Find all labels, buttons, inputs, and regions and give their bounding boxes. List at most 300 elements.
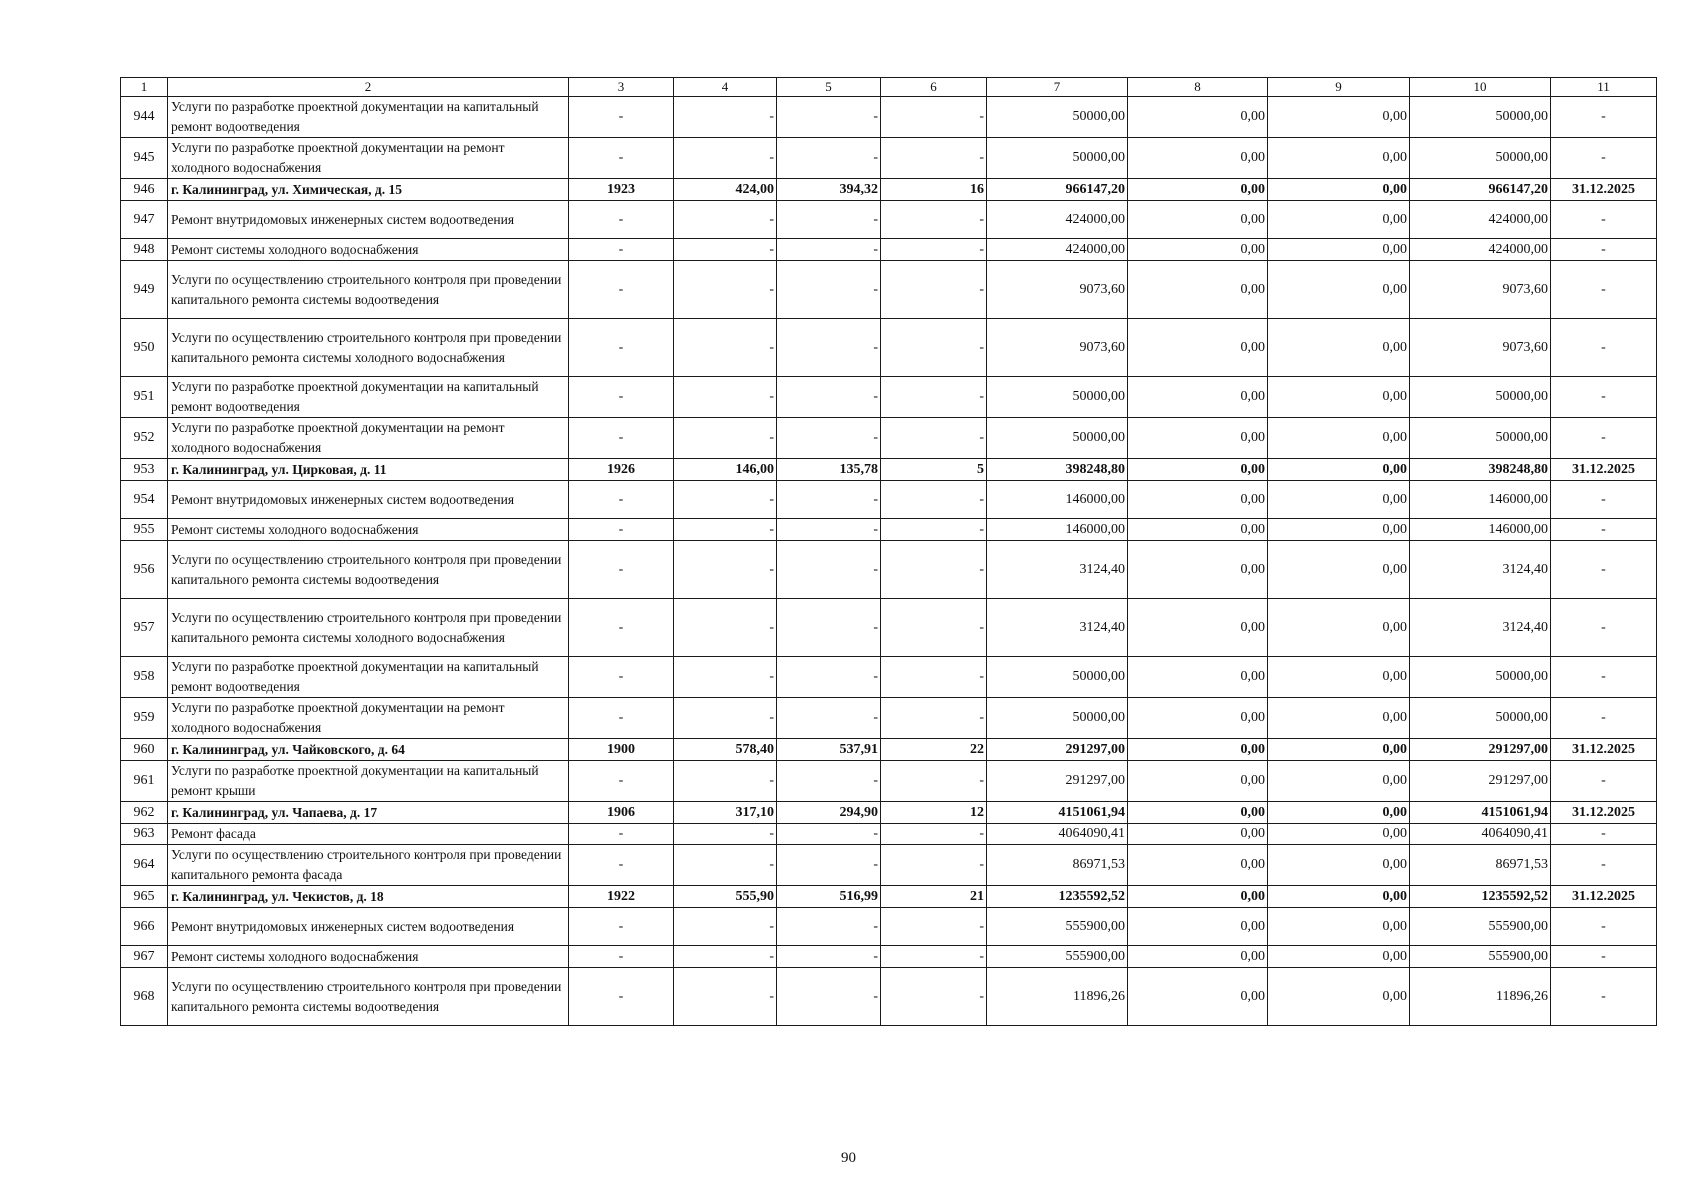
cost-col10-cell: 9073,60 <box>1410 261 1551 319</box>
residents-cell: - <box>881 908 987 946</box>
living-area-cell: - <box>777 97 881 138</box>
total-area-cell: - <box>674 319 777 377</box>
cost-col8-cell: 0,00 <box>1128 761 1268 802</box>
residents-cell: - <box>881 946 987 968</box>
living-area-cell: - <box>777 519 881 541</box>
total-area-cell: 317,10 <box>674 802 777 824</box>
living-area-cell: - <box>777 761 881 802</box>
cost-col9-cell: 0,00 <box>1268 968 1410 1026</box>
deadline-cell: 31.12.2025 <box>1551 739 1657 761</box>
living-area-cell: 394,32 <box>777 179 881 201</box>
cost-col9-cell: 0,00 <box>1268 946 1410 968</box>
cost-col10-cell: 50000,00 <box>1410 698 1551 739</box>
build-year-cell: - <box>569 968 674 1026</box>
living-area-cell: 135,78 <box>777 459 881 481</box>
row-number: 952 <box>121 418 168 459</box>
cost-col10-cell: 398248,80 <box>1410 459 1551 481</box>
total-cost-cell: 424000,00 <box>987 201 1128 239</box>
residents-cell: - <box>881 239 987 261</box>
cost-col8-cell: 0,00 <box>1128 599 1268 657</box>
residents-cell: - <box>881 319 987 377</box>
total-area-cell: 424,00 <box>674 179 777 201</box>
work-item-row <box>121 201 1657 239</box>
work-item-row <box>121 319 1657 377</box>
total-cost-cell: 11896,26 <box>987 968 1128 1026</box>
address-row <box>121 179 1657 201</box>
living-area-cell: - <box>777 201 881 239</box>
deadline-cell: 31.12.2025 <box>1551 459 1657 481</box>
residents-cell: - <box>881 698 987 739</box>
total-area-cell: - <box>674 377 777 418</box>
row-number: 950 <box>121 319 168 377</box>
deadline-cell: - <box>1551 761 1657 802</box>
cost-col10-cell: 11896,26 <box>1410 968 1551 1026</box>
cost-col10-cell: 1235592,52 <box>1410 886 1551 908</box>
row-number: 957 <box>121 599 168 657</box>
page-number: 90 <box>841 1150 856 1166</box>
deadline-cell: - <box>1551 138 1657 179</box>
cost-col8-cell: 0,00 <box>1128 261 1268 319</box>
column-header: 6 <box>881 78 987 97</box>
living-area-cell: - <box>777 239 881 261</box>
cost-col9-cell: 0,00 <box>1268 519 1410 541</box>
deadline-cell: - <box>1551 319 1657 377</box>
item-name: Услуги по разработке проектной документации на ремонт холодного водоснабжения <box>168 698 569 739</box>
cost-col10-cell: 291297,00 <box>1410 739 1551 761</box>
total-cost-cell: 555900,00 <box>987 946 1128 968</box>
work-item-row <box>121 138 1657 179</box>
build-year-cell: 1922 <box>569 886 674 908</box>
cost-col9-cell: 0,00 <box>1268 824 1410 845</box>
deadline-cell: 31.12.2025 <box>1551 179 1657 201</box>
cost-col10-cell: 4064090,41 <box>1410 824 1551 845</box>
item-name: г. Калининград, ул. Цирковая, д. 11 <box>168 459 569 481</box>
row-number: 944 <box>121 97 168 138</box>
total-area-cell: - <box>674 946 777 968</box>
total-cost-cell: 3124,40 <box>987 599 1128 657</box>
work-item-row <box>121 599 1657 657</box>
item-name: Ремонт системы холодного водоснабжения <box>168 946 569 968</box>
row-number: 948 <box>121 239 168 261</box>
cost-col8-cell: 0,00 <box>1128 739 1268 761</box>
residents-cell: - <box>881 824 987 845</box>
total-cost-cell: 966147,20 <box>987 179 1128 201</box>
total-area-cell: - <box>674 761 777 802</box>
column-header: 9 <box>1268 78 1410 97</box>
cost-col10-cell: 4151061,94 <box>1410 802 1551 824</box>
cost-col8-cell: 0,00 <box>1128 886 1268 908</box>
work-item-row <box>121 541 1657 599</box>
living-area-cell: - <box>777 377 881 418</box>
cost-col9-cell: 0,00 <box>1268 698 1410 739</box>
residents-cell: - <box>881 418 987 459</box>
total-cost-cell: 3124,40 <box>987 541 1128 599</box>
residents-cell: 16 <box>881 179 987 201</box>
living-area-cell: - <box>777 319 881 377</box>
item-name: Услуги по осуществлению строительного контроля при проведении капитального ремонта системы холодного водоснабжения <box>168 319 569 377</box>
residents-cell: - <box>881 599 987 657</box>
build-year-cell: - <box>569 541 674 599</box>
total-area-cell: - <box>674 239 777 261</box>
row-number: 963 <box>121 824 168 845</box>
row-number: 959 <box>121 698 168 739</box>
column-header: 8 <box>1128 78 1268 97</box>
item-name: Ремонт внутридомовых инженерных систем водоотведения <box>168 201 569 239</box>
deadline-cell: - <box>1551 377 1657 418</box>
cost-col9-cell: 0,00 <box>1268 319 1410 377</box>
work-item-row <box>121 97 1657 138</box>
cost-col9-cell: 0,00 <box>1268 886 1410 908</box>
build-year-cell: 1926 <box>569 459 674 481</box>
work-item-row <box>121 698 1657 739</box>
cost-col8-cell: 0,00 <box>1128 946 1268 968</box>
cost-col8-cell: 0,00 <box>1128 908 1268 946</box>
row-number: 966 <box>121 908 168 946</box>
cost-col9-cell: 0,00 <box>1268 739 1410 761</box>
column-header: 2 <box>168 78 569 97</box>
work-item-row <box>121 377 1657 418</box>
column-header: 5 <box>777 78 881 97</box>
work-item-row <box>121 968 1657 1026</box>
cost-col8-cell: 0,00 <box>1128 698 1268 739</box>
cost-col9-cell: 0,00 <box>1268 481 1410 519</box>
row-number: 946 <box>121 179 168 201</box>
total-cost-cell: 398248,80 <box>987 459 1128 481</box>
column-header: 1 <box>121 78 168 97</box>
living-area-cell: - <box>777 261 881 319</box>
item-name: Ремонт внутридомовых инженерных систем водоотведения <box>168 908 569 946</box>
build-year-cell: - <box>569 698 674 739</box>
residents-cell: - <box>881 481 987 519</box>
total-cost-cell: 4064090,41 <box>987 824 1128 845</box>
row-number: 953 <box>121 459 168 481</box>
row-number: 958 <box>121 657 168 698</box>
cost-col10-cell: 3124,40 <box>1410 599 1551 657</box>
living-area-cell: 294,90 <box>777 802 881 824</box>
cost-col8-cell: 0,00 <box>1128 519 1268 541</box>
cost-col9-cell: 0,00 <box>1268 845 1410 886</box>
residents-cell: - <box>881 261 987 319</box>
total-cost-cell: 50000,00 <box>987 97 1128 138</box>
residents-cell: - <box>881 519 987 541</box>
item-name: Ремонт системы холодного водоснабжения <box>168 239 569 261</box>
total-area-cell: - <box>674 845 777 886</box>
address-row <box>121 802 1657 824</box>
living-area-cell: - <box>777 698 881 739</box>
total-area-cell: - <box>674 97 777 138</box>
item-name: Ремонт системы холодного водоснабжения <box>168 519 569 541</box>
item-name: Услуги по осуществлению строительного контроля при проведении капитального ремонта системы холодного водоснабжения <box>168 599 569 657</box>
cost-col9-cell: 0,00 <box>1268 261 1410 319</box>
item-name: Ремонт внутридомовых инженерных систем водоотведения <box>168 481 569 519</box>
cost-col10-cell: 555900,00 <box>1410 908 1551 946</box>
cost-col9-cell: 0,00 <box>1268 179 1410 201</box>
residents-cell: - <box>881 138 987 179</box>
cost-col9-cell: 0,00 <box>1268 541 1410 599</box>
cost-col8-cell: 0,00 <box>1128 179 1268 201</box>
cost-col10-cell: 146000,00 <box>1410 481 1551 519</box>
cost-col10-cell: 86971,53 <box>1410 845 1551 886</box>
item-name: г. Калининград, ул. Чайковского, д. 64 <box>168 739 569 761</box>
build-year-cell: 1923 <box>569 179 674 201</box>
cost-col8-cell: 0,00 <box>1128 201 1268 239</box>
total-area-cell: - <box>674 908 777 946</box>
work-item-row <box>121 519 1657 541</box>
work-item-row <box>121 908 1657 946</box>
cost-col9-cell: 0,00 <box>1268 377 1410 418</box>
deadline-cell: - <box>1551 698 1657 739</box>
build-year-cell: - <box>569 946 674 968</box>
cost-col10-cell: 50000,00 <box>1410 138 1551 179</box>
item-name: Услуги по разработке проектной документации на капитальный ремонт водоотведения <box>168 657 569 698</box>
total-cost-cell: 146000,00 <box>987 519 1128 541</box>
total-area-cell: 555,90 <box>674 886 777 908</box>
cost-col8-cell: 0,00 <box>1128 377 1268 418</box>
cost-col8-cell: 0,00 <box>1128 319 1268 377</box>
total-cost-cell: 86971,53 <box>987 845 1128 886</box>
column-header: 7 <box>987 78 1128 97</box>
cost-col10-cell: 50000,00 <box>1410 377 1551 418</box>
item-name: Услуги по разработке проектной документации на капитальный ремонт водоотведения <box>168 377 569 418</box>
cost-col9-cell: 0,00 <box>1268 97 1410 138</box>
row-number: 960 <box>121 739 168 761</box>
total-cost-cell: 1235592,52 <box>987 886 1128 908</box>
row-number: 962 <box>121 802 168 824</box>
residents-cell: - <box>881 845 987 886</box>
build-year-cell: - <box>569 319 674 377</box>
build-year-cell: - <box>569 377 674 418</box>
row-number: 951 <box>121 377 168 418</box>
deadline-cell: - <box>1551 599 1657 657</box>
build-year-cell: - <box>569 261 674 319</box>
deadline-cell: - <box>1551 239 1657 261</box>
living-area-cell: 516,99 <box>777 886 881 908</box>
repair-program-table <box>120 77 1657 1026</box>
total-area-cell: - <box>674 481 777 519</box>
cost-col10-cell: 50000,00 <box>1410 657 1551 698</box>
cost-col8-cell: 0,00 <box>1128 657 1268 698</box>
build-year-cell: 1906 <box>569 802 674 824</box>
residents-cell: 22 <box>881 739 987 761</box>
deadline-cell: - <box>1551 418 1657 459</box>
total-cost-cell: 555900,00 <box>987 908 1128 946</box>
total-cost-cell: 9073,60 <box>987 261 1128 319</box>
cost-col10-cell: 424000,00 <box>1410 201 1551 239</box>
total-cost-cell: 291297,00 <box>987 761 1128 802</box>
work-item-row <box>121 761 1657 802</box>
living-area-cell: - <box>777 946 881 968</box>
residents-cell: 5 <box>881 459 987 481</box>
row-number: 947 <box>121 201 168 239</box>
total-area-cell: - <box>674 698 777 739</box>
row-number: 949 <box>121 261 168 319</box>
cost-col8-cell: 0,00 <box>1128 481 1268 519</box>
cost-col8-cell: 0,00 <box>1128 418 1268 459</box>
total-cost-cell: 291297,00 <box>987 739 1128 761</box>
cost-col9-cell: 0,00 <box>1268 418 1410 459</box>
deadline-cell: 31.12.2025 <box>1551 802 1657 824</box>
deadline-cell: - <box>1551 541 1657 599</box>
build-year-cell: - <box>569 845 674 886</box>
cost-col8-cell: 0,00 <box>1128 97 1268 138</box>
total-cost-cell: 50000,00 <box>987 698 1128 739</box>
item-name: Услуги по разработке проектной документации на капитальный ремонт крыши <box>168 761 569 802</box>
residents-cell: - <box>881 97 987 138</box>
total-cost-cell: 9073,60 <box>987 319 1128 377</box>
total-area-cell: 578,40 <box>674 739 777 761</box>
build-year-cell: - <box>569 239 674 261</box>
total-cost-cell: 4151061,94 <box>987 802 1128 824</box>
item-name: Ремонт фасада <box>168 824 569 845</box>
total-cost-cell: 424000,00 <box>987 239 1128 261</box>
cost-col10-cell: 291297,00 <box>1410 761 1551 802</box>
cost-col9-cell: 0,00 <box>1268 599 1410 657</box>
build-year-cell: - <box>569 519 674 541</box>
cost-col10-cell: 9073,60 <box>1410 319 1551 377</box>
cost-col10-cell: 50000,00 <box>1410 418 1551 459</box>
total-area-cell: - <box>674 541 777 599</box>
build-year-cell: - <box>569 201 674 239</box>
column-number-row <box>121 78 1657 97</box>
item-name: г. Калининград, ул. Чекистов, д. 18 <box>168 886 569 908</box>
residents-cell: 12 <box>881 802 987 824</box>
row-number: 945 <box>121 138 168 179</box>
total-area-cell: - <box>674 138 777 179</box>
work-item-row <box>121 845 1657 886</box>
item-name: г. Калининград, ул. Химическая, д. 15 <box>168 179 569 201</box>
cost-col9-cell: 0,00 <box>1268 657 1410 698</box>
row-number: 968 <box>121 968 168 1026</box>
total-area-cell: - <box>674 824 777 845</box>
work-item-row <box>121 239 1657 261</box>
work-item-row <box>121 261 1657 319</box>
column-header: 10 <box>1410 78 1551 97</box>
cost-col8-cell: 0,00 <box>1128 541 1268 599</box>
total-area-cell: - <box>674 418 777 459</box>
living-area-cell: - <box>777 541 881 599</box>
deadline-cell: - <box>1551 845 1657 886</box>
work-item-row <box>121 481 1657 519</box>
residents-cell: - <box>881 657 987 698</box>
cost-col8-cell: 0,00 <box>1128 845 1268 886</box>
address-row <box>121 459 1657 481</box>
cost-col9-cell: 0,00 <box>1268 761 1410 802</box>
total-area-cell: - <box>674 201 777 239</box>
row-number: 964 <box>121 845 168 886</box>
cost-col9-cell: 0,00 <box>1268 802 1410 824</box>
build-year-cell: - <box>569 599 674 657</box>
cost-col8-cell: 0,00 <box>1128 459 1268 481</box>
item-name: Услуги по осуществлению строительного контроля при проведении капитального ремонта системы водоотведения <box>168 541 569 599</box>
living-area-cell: - <box>777 481 881 519</box>
cost-col9-cell: 0,00 <box>1268 459 1410 481</box>
deadline-cell: - <box>1551 201 1657 239</box>
deadline-cell: - <box>1551 519 1657 541</box>
residents-cell: - <box>881 377 987 418</box>
item-name: Услуги по осуществлению строительного контроля при проведении капитального ремонта фасада <box>168 845 569 886</box>
build-year-cell: - <box>569 418 674 459</box>
deadline-cell: - <box>1551 657 1657 698</box>
cost-col8-cell: 0,00 <box>1128 824 1268 845</box>
address-row <box>121 739 1657 761</box>
item-name: Услуги по разработке проектной документации на ремонт холодного водоснабжения <box>168 138 569 179</box>
residents-cell: - <box>881 541 987 599</box>
cost-col9-cell: 0,00 <box>1268 239 1410 261</box>
living-area-cell: - <box>777 908 881 946</box>
item-name: Услуги по разработке проектной документации на капитальный ремонт водоотведения <box>168 97 569 138</box>
item-name: г. Калининград, ул. Чапаева, д. 17 <box>168 802 569 824</box>
total-area-cell: - <box>674 599 777 657</box>
item-name: Услуги по осуществлению строительного контроля при проведении капитального ремонта системы водоотведения <box>168 968 569 1026</box>
residents-cell: - <box>881 761 987 802</box>
row-number: 961 <box>121 761 168 802</box>
work-item-row <box>121 824 1657 845</box>
build-year-cell: - <box>569 481 674 519</box>
cost-col9-cell: 0,00 <box>1268 908 1410 946</box>
total-cost-cell: 50000,00 <box>987 138 1128 179</box>
deadline-cell: 31.12.2025 <box>1551 886 1657 908</box>
address-row <box>121 886 1657 908</box>
living-area-cell: - <box>777 824 881 845</box>
cost-col8-cell: 0,00 <box>1128 802 1268 824</box>
total-cost-cell: 146000,00 <box>987 481 1128 519</box>
cost-col10-cell: 146000,00 <box>1410 519 1551 541</box>
cost-col9-cell: 0,00 <box>1268 138 1410 179</box>
living-area-cell: - <box>777 968 881 1026</box>
living-area-cell: 537,91 <box>777 739 881 761</box>
cost-col10-cell: 50000,00 <box>1410 97 1551 138</box>
residents-cell: - <box>881 201 987 239</box>
deadline-cell: - <box>1551 824 1657 845</box>
total-area-cell: 146,00 <box>674 459 777 481</box>
total-cost-cell: 50000,00 <box>987 418 1128 459</box>
column-header: 3 <box>569 78 674 97</box>
row-number: 965 <box>121 886 168 908</box>
total-cost-cell: 50000,00 <box>987 657 1128 698</box>
row-number: 955 <box>121 519 168 541</box>
deadline-cell: - <box>1551 908 1657 946</box>
row-number: 967 <box>121 946 168 968</box>
deadline-cell: - <box>1551 968 1657 1026</box>
cost-col8-cell: 0,00 <box>1128 239 1268 261</box>
cost-col10-cell: 555900,00 <box>1410 946 1551 968</box>
build-year-cell: - <box>569 657 674 698</box>
build-year-cell: - <box>569 824 674 845</box>
total-area-cell: - <box>674 519 777 541</box>
work-item-row <box>121 946 1657 968</box>
build-year-cell: - <box>569 908 674 946</box>
living-area-cell: - <box>777 599 881 657</box>
build-year-cell: 1900 <box>569 739 674 761</box>
living-area-cell: - <box>777 845 881 886</box>
total-area-cell: - <box>674 657 777 698</box>
living-area-cell: - <box>777 657 881 698</box>
row-number: 956 <box>121 541 168 599</box>
row-number: 954 <box>121 481 168 519</box>
work-item-row <box>121 657 1657 698</box>
build-year-cell: - <box>569 138 674 179</box>
cost-col10-cell: 424000,00 <box>1410 239 1551 261</box>
total-area-cell: - <box>674 968 777 1026</box>
deadline-cell: - <box>1551 97 1657 138</box>
work-item-row <box>121 418 1657 459</box>
living-area-cell: - <box>777 418 881 459</box>
cost-col8-cell: 0,00 <box>1128 138 1268 179</box>
column-header: 4 <box>674 78 777 97</box>
build-year-cell: - <box>569 761 674 802</box>
total-area-cell: - <box>674 261 777 319</box>
cost-col10-cell: 966147,20 <box>1410 179 1551 201</box>
